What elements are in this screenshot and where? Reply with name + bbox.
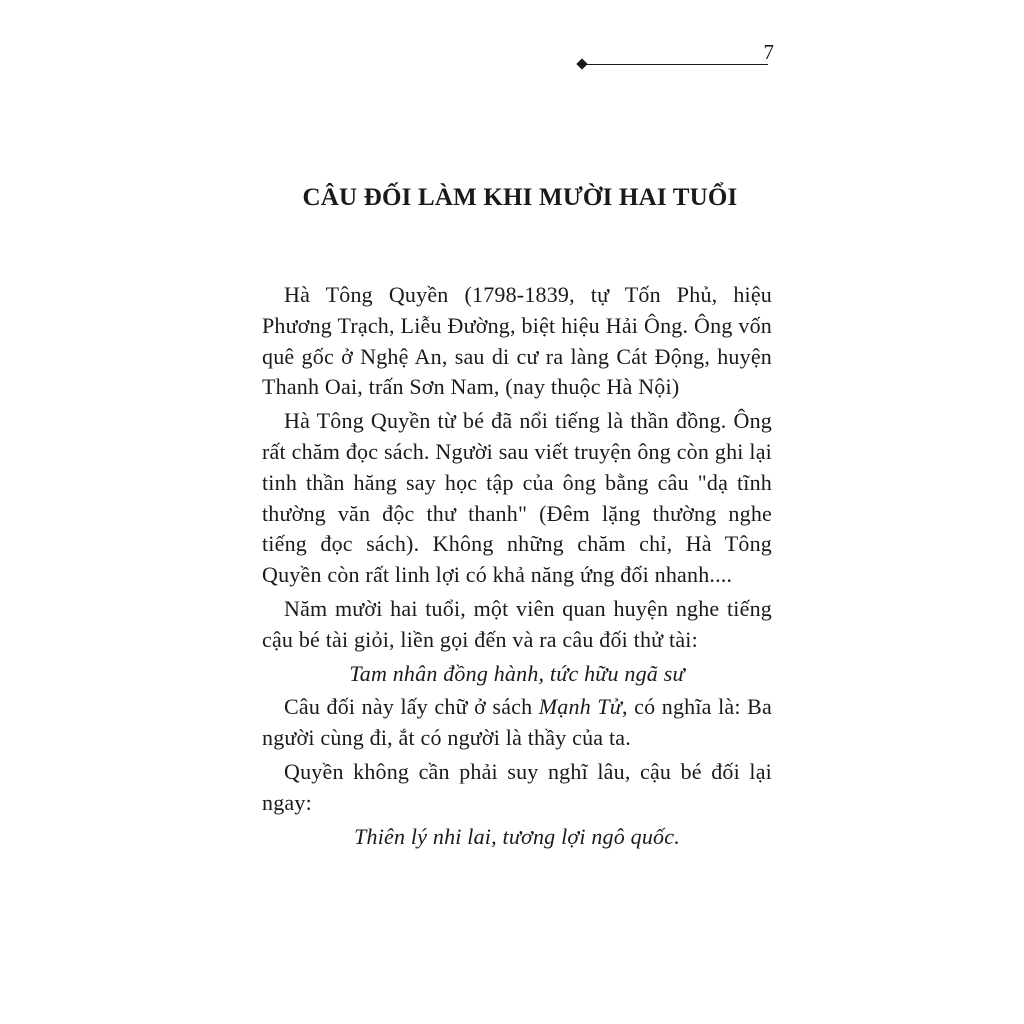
page-number: 7 <box>763 40 774 64</box>
source-text-after: , có nghĩa là: Ba người cùng đi, ắt có người là thầy của ta. <box>262 694 772 751</box>
paragraph-challenge: Năm mười hai tuổi, một viên quan huyện nghe tiếng cậu bé tài giỏi, liền gọi đến và ra câu đối thử tài: <box>262 595 772 652</box>
paragraph-source <box>262 692 772 754</box>
page-header <box>578 40 776 74</box>
chapter-title: CÂU ĐỐI LÀM KHI MƯỜI HAI TUỔI <box>302 184 738 211</box>
paragraph-childhood: Hà Tông Quyền từ bé đã nổi tiếng là thần đồng. Ông rất chăm đọc sách. Người sau viết truyện ông còn ghi lại tinh thần hăng say học tập của ông bằng câu "dạ tĩnh thường văn độc thư thanh" (Đêm lặng thường nghe tiếng đọc sách). Không những chăm chỉ, Hà Tông Quyền còn rất linh lợi có khả năng ứng đối nhanh.... <box>262 408 772 588</box>
book-title-reference: Mạnh Tử <box>538 694 622 720</box>
paragraph-intro: Hà Tông Quyền (1798-1839, tự Tốn Phủ, hiệu Phương Trạch, Liễu Đường, biệt hiệu Hải Ông. Ông vốn quê gốc ở Nghệ An, sau di cư ra làng Cát Động, huyện Thanh Oai, trấn Sơn Nam, (nay thuộc Hà Nội) <box>262 282 772 400</box>
verse-first-line: Tam nhân đồng hành, tức hữu ngã sư <box>349 660 685 686</box>
source-text-before: Câu đối này lấy chữ ở sách <box>284 694 539 720</box>
header-rule <box>584 64 768 65</box>
verse-reply-line: Thiên lý nhi lai, tương lợi ngô quốc. <box>354 823 680 849</box>
body-text <box>262 280 772 855</box>
paragraph-reply: Quyền không cần phải suy nghĩ lâu, cậu bé đối lại ngay: <box>262 758 772 815</box>
